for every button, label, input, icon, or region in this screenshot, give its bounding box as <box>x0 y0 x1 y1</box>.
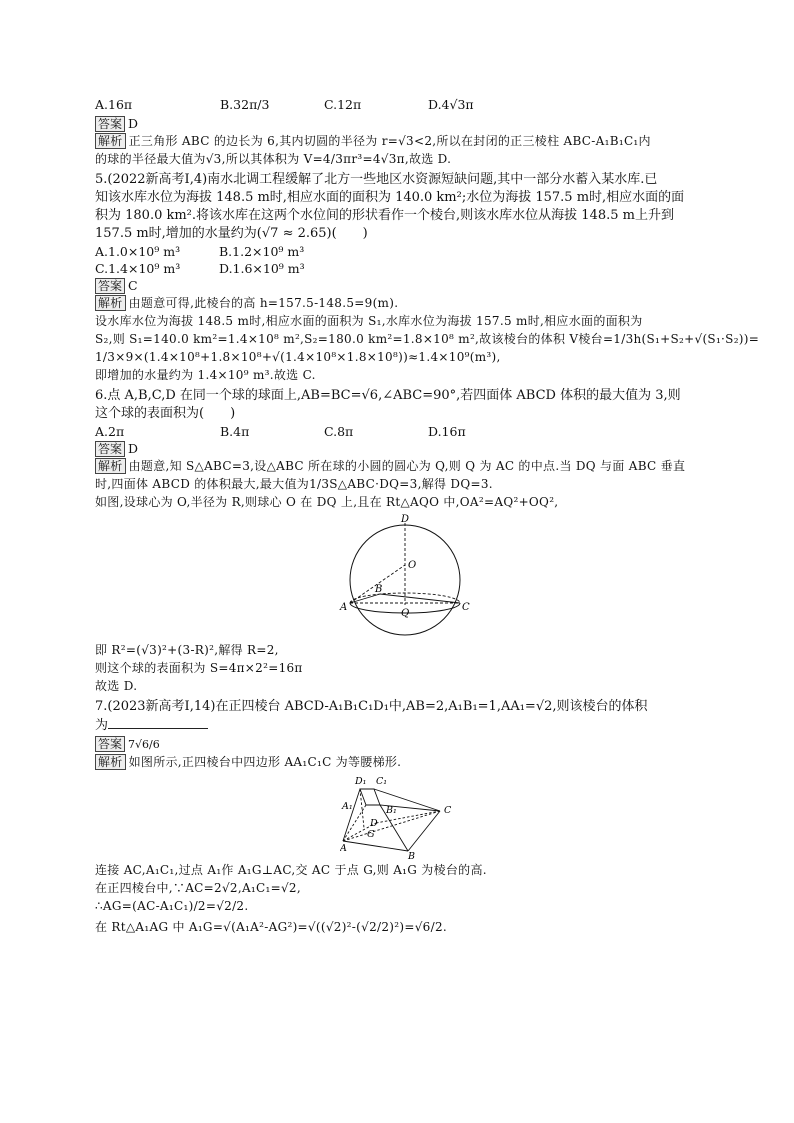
label-d: D <box>401 514 410 525</box>
q6-after-line-1: 即 R²=(√3)²+(3-R)²,解得 R=2, <box>95 643 279 657</box>
answer-tag: 答案 <box>95 736 125 752</box>
analysis-tag: 解析 <box>95 458 126 474</box>
q4-answer <box>95 115 715 132</box>
q7-after-line-4: 在 Rt△A₁AG 中 A₁G=√(A₁A²-AG²)=√((√2)²-(√2/2)²)=√6/2. <box>95 920 447 934</box>
q4-option-a: A.16π <box>95 97 133 112</box>
answer-value: C <box>128 278 138 293</box>
analysis-tag: 解析 <box>95 133 126 149</box>
document-page <box>95 96 760 936</box>
q6-option-c: C.8π <box>324 424 354 439</box>
label-d: D <box>370 818 378 829</box>
q5-stem-1: 5.(2022新高考Ⅰ,4)南水北调工程缓解了北方一些地区水资源短缺问题,其中一部分水蓄入某水库.已 <box>95 172 658 187</box>
label-d1: D₁ <box>355 776 367 787</box>
label-c: C <box>462 602 470 613</box>
q7-stem-1: 7.(2023新高考Ⅰ,14)在正四棱台 ABCD-A₁B₁C₁D₁中,AB=2,A₁B₁=1,AA₁=√2,则该棱台的体积 <box>95 699 648 714</box>
q4-options <box>95 96 715 113</box>
q4-analysis-line-2: 的球的半径最大值为√3,所以其体积为 V=4/3πr³=4√3π,故选 D. <box>95 152 452 166</box>
q5-stem-2: 知该水库水位为海拔 148.5 m时,相应水面的面积为 140.0 km²;水位为海拔 157.5 m时,相应水面的面 <box>95 190 685 205</box>
q5-option-a: A.1.0×10⁹ m³ <box>95 244 181 259</box>
q7-after-line-2: 在正四棱台中,∵AC=2√2,A₁C₁=√2, <box>95 881 301 895</box>
q6-answer <box>95 440 715 457</box>
q6-stem-1: 6.点 A,B,C,D 在同一个球的球面上,AB=BC=√6,∠ABC=90°,若四面体 ABCD 体积的最大值为 3,则 <box>95 388 681 403</box>
q4-option-b: B.32π/3 <box>220 97 270 112</box>
label-b1: B₁ <box>386 805 397 816</box>
q6-options <box>95 423 715 440</box>
label-a1: A₁ <box>342 801 353 812</box>
answer-value: D <box>128 116 139 131</box>
q6-after-line-2: 则这个球的表面积为 S=4π×2²=16π <box>95 661 303 675</box>
answer-value: D <box>128 441 139 456</box>
q6-stem-2: 这个球的表面积为( ) <box>95 406 236 421</box>
q6-analysis-line-2: 时,四面体 ABCD 的体积最大,最大值为1/3S△ABC·DQ=3,解得 DQ=3. <box>95 477 493 491</box>
q5-analysis-line-1: 解析 由题意可得,此棱台的高 h=157.5-148.5=9(m). <box>95 294 715 312</box>
sphere-figure <box>335 513 475 639</box>
answer-tag: 答案 <box>95 278 125 294</box>
label-c: C <box>444 805 452 816</box>
answer-blank[interactable] <box>108 716 208 729</box>
q5-options-row-1 <box>95 243 715 260</box>
q6-analysis-line-3: 如图,设球心为 O,半径为 R,则球心 O 在 DQ 上,且在 Rt△AQO 中,OA²=AQ²+OQ², <box>95 495 559 509</box>
q4-option-d: D.4√3π <box>428 97 474 112</box>
q6-after-line-3: 故选 D. <box>95 679 138 693</box>
q7-stem-2: 为 <box>95 716 715 735</box>
label-q: Q <box>401 608 410 619</box>
q7-analysis-line-1: 解析 如图所示,正四棱台中四边形 AA₁C₁C 为等腰梯形. <box>95 753 715 771</box>
q4-option-c: C.12π <box>324 97 362 112</box>
q5-stem-4: 157.5 m时,增加的水量约为(√7 ≈ 2.65)( ) <box>95 226 368 241</box>
q6-analysis-line-1: 解析 由题意,知 S△ABC=3,设△ABC 所在球的小圆的圆心为 Q,则 Q 为 AC 的中点.当 DQ 与面 ABC 垂直 <box>95 457 715 475</box>
q5-analysis-line-3: S₂,则 S₁=140.0 km²=1.4×10⁸ m²,S₂=180.0 km²=1.8×10⁸ m²,故该棱台的体积 V棱台=1/3h(S₁+S₂+√(S₁·S₂))= <box>95 332 760 346</box>
label-c1: C₁ <box>376 776 388 787</box>
q5-analysis-line-2: 设水库水位为海拔 148.5 m时,相应水面的面积为 S₁,水库水位为海拔 157.5 m时,相应水面的面积为 <box>95 314 643 328</box>
q6-option-d: D.16π <box>428 424 466 439</box>
answer-tag: 答案 <box>95 116 125 132</box>
q7-answer <box>95 735 715 753</box>
label-b: B <box>408 851 415 859</box>
q7-after-line-1: 连接 AC,A₁C₁,过点 A₁作 A₁G⊥AC,交 AC 于点 G,则 A₁G 为棱台的高. <box>95 863 487 877</box>
answer-tag: 答案 <box>95 441 125 457</box>
label-g: G <box>367 829 375 840</box>
q5-options-row-2 <box>95 260 715 277</box>
q6-option-b: B.4π <box>220 424 250 439</box>
q7-after-line-3: ∴AG=(AC-A₁C₁)/2=√2/2. <box>95 899 249 913</box>
analysis-tag: 解析 <box>95 754 126 770</box>
q5-analysis-line-4: 1/3×9×(1.4×10⁸+1.8×10⁸+√(1.4×10⁸×1.8×10⁸))≈1.4×10⁹(m³), <box>95 350 501 364</box>
q5-option-d: D.1.6×10⁹ m³ <box>219 261 305 276</box>
q5-answer <box>95 277 715 294</box>
analysis-tag: 解析 <box>95 295 126 311</box>
label-o: O <box>408 560 417 571</box>
q6-option-a: A.2π <box>95 424 125 439</box>
answer-value: 7√6/6 <box>128 738 160 751</box>
label-a: A <box>340 843 347 854</box>
q5-analysis-line-5: 即增加的水量约为 1.4×10⁹ m³.故选 C. <box>95 368 316 382</box>
label-b: B <box>375 584 383 595</box>
q4-analysis-line-1: 解析 正三角形 ABC 的边长为 6,其内切圆的半径为 r=√3<2,所以在封闭的正三棱柱 ABC-A₁B₁C₁内 <box>95 132 715 150</box>
q5-stem-3: 积为 180.0 km².将该水库在这两个水位间的形状看作一个棱台,则该水库水位从海拔 148.5 m上升到 <box>95 208 674 223</box>
q5-option-b: B.1.2×10⁹ m³ <box>219 244 305 259</box>
q5-option-c: C.1.4×10⁹ m³ <box>95 261 181 276</box>
frustum-figure <box>340 773 470 859</box>
label-a: A <box>340 602 348 613</box>
